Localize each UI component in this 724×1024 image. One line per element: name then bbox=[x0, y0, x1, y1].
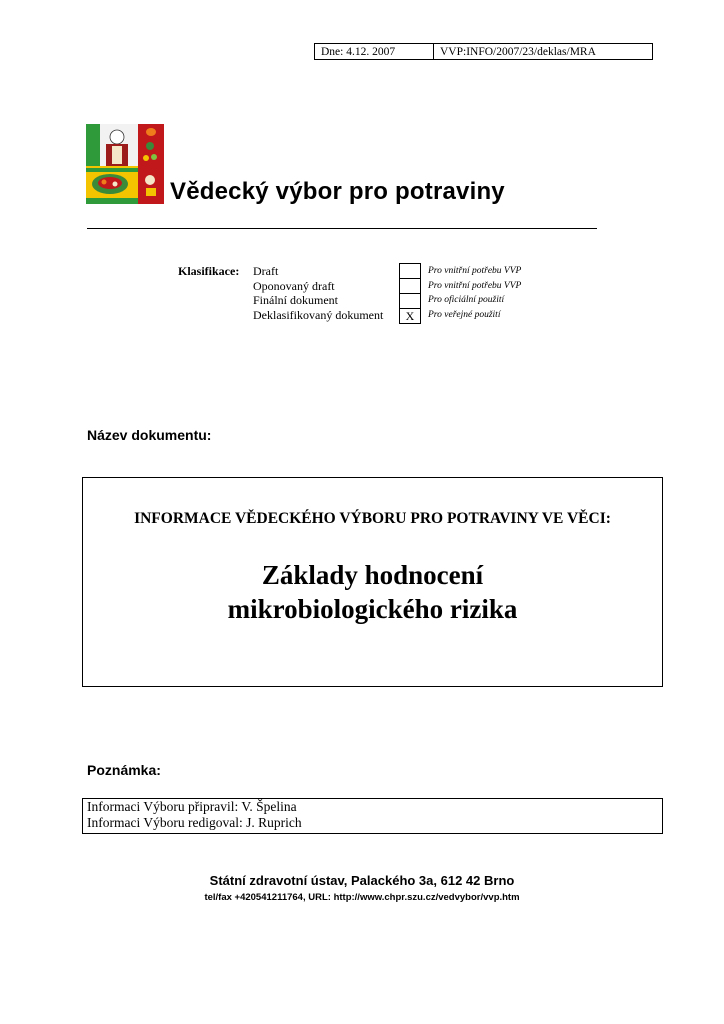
title-divider bbox=[87, 228, 597, 229]
note-line-edited-by: Informaci Výboru redigoval: J. Ruprich bbox=[87, 815, 302, 830]
classification-note-reviewed-draft: Pro vnitřní potřebu VVP bbox=[428, 280, 522, 291]
document-title-line-2: mikrobiologického rizika bbox=[227, 594, 518, 624]
document-reference-table bbox=[314, 43, 653, 60]
document-date: Dne: 4.12. 2007 bbox=[315, 44, 434, 60]
classification-option-draft: Draft bbox=[253, 264, 279, 278]
note-box bbox=[82, 798, 663, 834]
document-title-line-1: Základy hodnocení bbox=[261, 560, 484, 590]
classification-checkboxes bbox=[399, 263, 421, 324]
document-subtitle: INFORMACE VĚDECKÉHO VÝBORU PRO POTRAVINY VE VĚCI: bbox=[134, 510, 611, 527]
classification-note-draft: Pro vnitřní potřebu VVP bbox=[428, 266, 522, 276]
classification-box-reviewed-draft bbox=[400, 279, 421, 294]
classification-option-final: Finální dokument bbox=[253, 293, 338, 307]
classification-note-declassified: Pro veřejné použití bbox=[428, 309, 501, 320]
document-title-box bbox=[82, 477, 663, 687]
classification-box-declassified: X bbox=[400, 309, 421, 324]
classification-box-draft bbox=[400, 264, 421, 279]
footer-contact: tel/fax +420541211764, URL: http://www.chpr.szu.cz/vedvybor/vvp.htm bbox=[204, 892, 520, 903]
classification-notes bbox=[428, 264, 521, 322]
note-line-prepared-by: Informaci Výboru připravil: V. Špelina bbox=[87, 799, 297, 814]
classification-note-final: Pro oficiální použití bbox=[428, 295, 505, 305]
document-name-label: Název dokumentu: bbox=[87, 427, 212, 443]
food-committee-logo-icon bbox=[86, 124, 164, 204]
classification-option-declassified: Deklasifikovaný dokument bbox=[253, 307, 384, 322]
note-label: Poznámka: bbox=[87, 762, 161, 778]
document-title bbox=[83, 558, 662, 626]
classification-label: Klasifikace: bbox=[178, 264, 240, 278]
document-reference-code: VVP:INFO/2007/23/deklas/MRA bbox=[434, 44, 653, 60]
classification-option-reviewed-draft: Oponovaný draft bbox=[253, 278, 335, 293]
classification-box-final bbox=[400, 294, 421, 309]
organization-title: Vědecký výbor pro potraviny bbox=[170, 178, 505, 205]
classification-options bbox=[253, 264, 383, 322]
footer-address: Státní zdravotní ústav, Palackého 3a, 612 42 Brno bbox=[209, 873, 515, 888]
